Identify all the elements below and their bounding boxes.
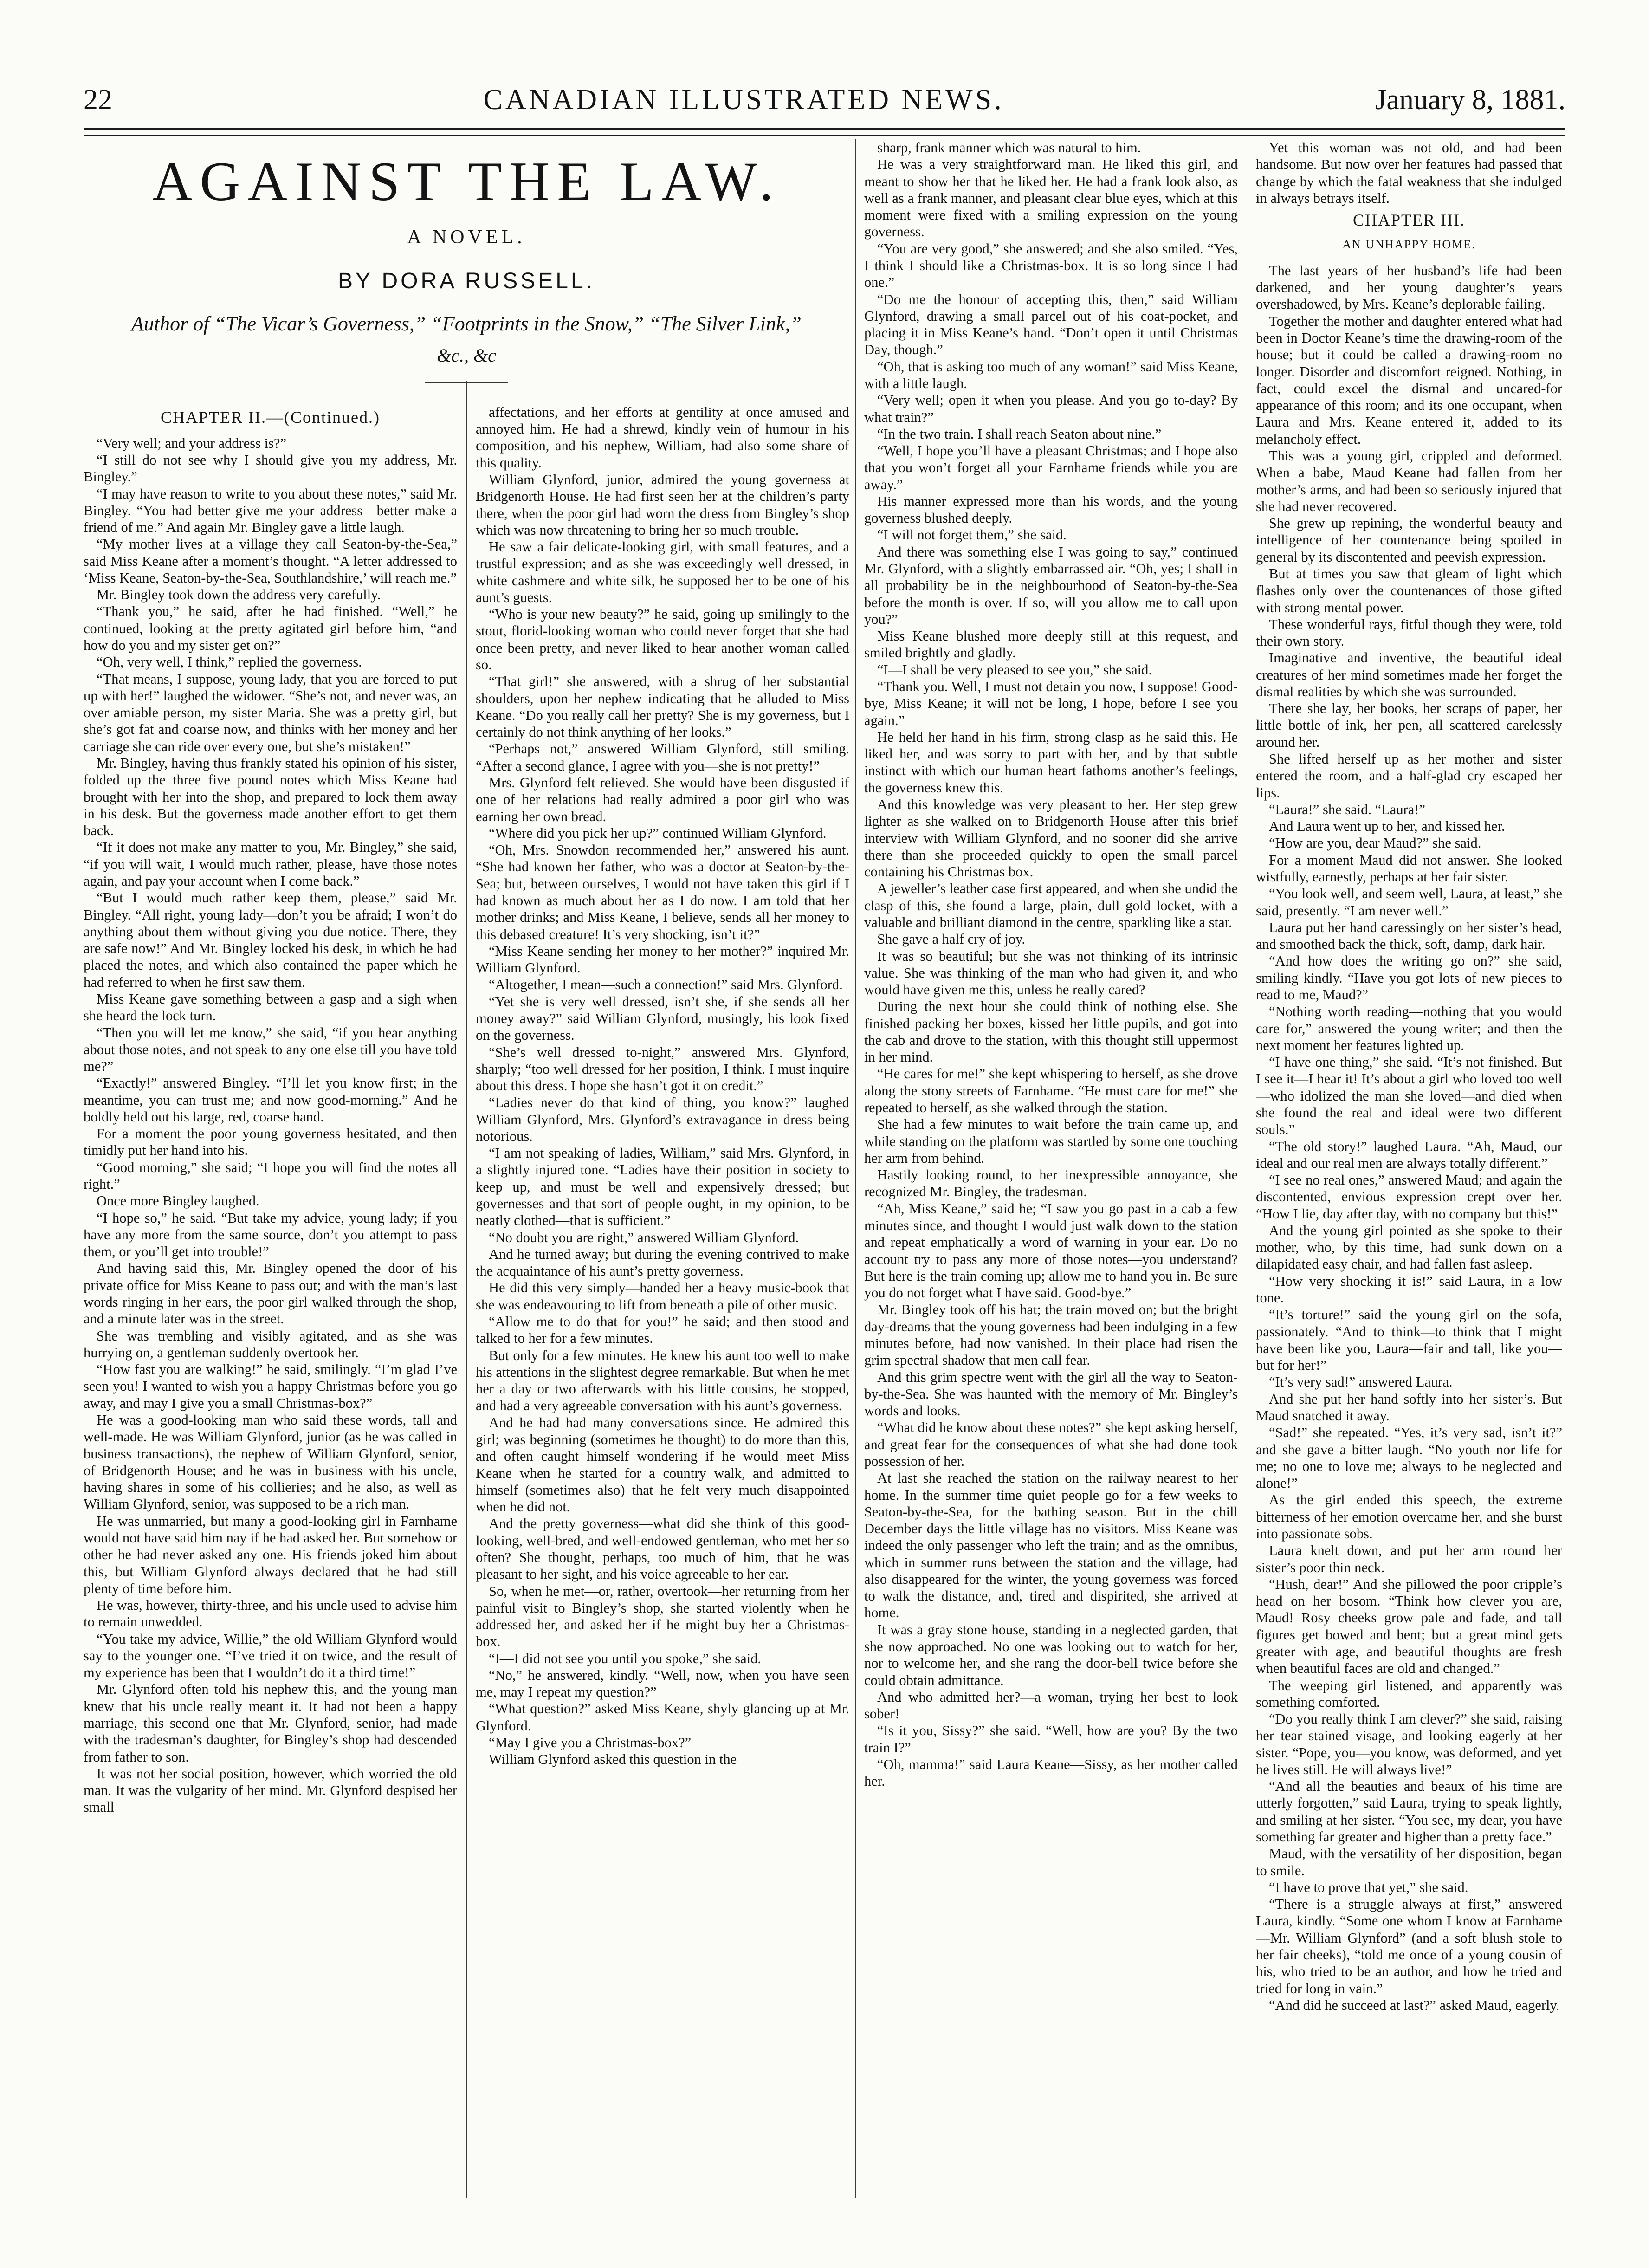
paragraph: “Sad!” she repeated. “Yes, it’s very sad, isn’t it?” and she gave a bitter laugh. “No youth nor life for me; no one to love me; always to be neglected and alone!” [1256,1425,1562,1491]
paragraph: Yet this woman was not old, and had been handsome. But now over her features had passed that change by which the fatal weakness that she indulged in always betrays itself. [1256,140,1562,206]
paragraph: “Ah, Miss Keane,” said he; “I saw you go past in a cab a few minutes since, and thought I would just walk down to the station and repeat emphatically a word of warning in your ear. Do no account try to pass any more of those notes—you understand? But here is the train coming up; allow me to hand you in. Be sure you do not forget what I have said. Good-bye.” [864,1200,1238,1301]
paragraph: “I will not forget them,” she said. [877,527,1067,543]
paragraph: As the girl ended this speech, the extreme bitterness of her emotion overcame her, and she burst into passionate sobs. [1256,1492,1562,1542]
column-3 [864,139,1238,2198]
paragraph: Mr. Bingley took down the address very carefully. [97,587,381,603]
paragraph: Miss Keane blushed more deeply still at this request, and smiled brightly and gladly. [864,628,1238,661]
paragraph: It was so beautiful; but she was not thinking of its intrinsic value. She was thinking of the man who had given it, and who would have given me this, unless he really cared? [864,948,1238,998]
paragraph: “I—I shall be very pleased to see you,” she said. [877,661,1152,678]
paragraph: “Hush, dear!” And she pillowed the poor cripple’s head on her bosom. “Think how clever you are, Maud! Rosy cheeks grow pale and fade, and tall figures get bowed and bent; but a great mind gets greater with age, and beautiful thoughts are fresh when beautiful faces are old and changed.” [1256,1576,1562,1677]
paragraph: “Then you will let me know,” she said, “if you hear anything about those notes, and not speak to any one else till you have told me?” [84,1024,457,1075]
paragraph: “It’s torture!” said the young girl on the sofa, passionately. “And to think—to think that I might have been like you, Laura—fair and tall, like you—but for her!” [1256,1307,1562,1374]
paragraph: “Perhaps not,” answered William Glynford, still smiling. “After a second glance, I agree with you—she is not pretty!” [476,741,849,774]
paragraph: And this grim spectre went with the girl all the way to Seaton-by-the-Sea. She was haunted with the memory of Mr. Bingley’s words and looks. [864,1369,1238,1419]
paragraph: Imaginative and inventive, the beautiful ideal creatures of her mind sometimes made her forget the dismal realities by which she was surrounded. [1256,650,1562,700]
paragraph: Mr. Glynford often told his nephew this, and the young man knew that his uncle really meant it. It had not been a happy marriage, this second one that Mr. Glynford, senior, had made with the tradesman’s daughter, for Bingley’s shop had descended from father to son. [84,1681,457,1765]
paragraph: “Altogether, I mean—such a connection!” said Mrs. Glynford. [489,977,843,993]
chapter-2-heading: CHAPTER II.—(Continued.) [161,408,380,427]
paragraph: Laura knelt down, and put her arm round her sister’s poor thin neck. [1256,1542,1562,1575]
story-author-note: Author of “The Vicar’s Governess,” “Footprints in the Snow,” “The Silver Link,” [131,312,802,335]
paragraph: There she lay, her books, her scraps of paper, her little bottle of ink, her pen, all scattered carelessly around her. [1256,700,1562,750]
header-rule [84,128,1565,136]
paragraph: These wonderful rays, fitful though they were, told their own story. [1256,616,1562,649]
paragraph: For a moment Maud did not answer. She looked wistfully, earnestly, perhaps at her fair sister. [1256,852,1562,885]
paragraph: During the next hour she could think of nothing else. She finished packing her boxes, kissed her little pupils, and got into the cab and drove to the station, with this thought still uppermost in her mind. [864,998,1238,1065]
paragraph: “How are you, dear Maud?” she said. [1269,835,1481,851]
paragraph: “That means, I suppose, young lady, that you are forced to put up with her!” laughed the widower. “She’s not, and never was, an over amiable person, my sister Maria. She was a pretty girl, but she’s got fat and coarse now, and thinks with her money and her carriage she can ride over every one, but she’s mistaken!” [84,671,457,754]
paragraph: She gave a half cry of joy. [877,931,1025,947]
paragraph: “You take my advice, Willie,” the old William Glynford would say to the younger one. “I’ve tried it on twice, and the result of my experience has been that I wouldn’t do it a third time!” [84,1631,457,1681]
paragraph: “How very shocking it is!” said Laura, in a low tone. [1256,1273,1562,1306]
story-byline: BY DORA RUSSELL. [338,268,595,293]
paragraph: And Laura went up to her, and kissed her. [1269,818,1505,835]
paragraph: And the pretty governess—what did she think of this good-looking, well-bred, and well-endowed gentleman, who met her so often? She thought, perhaps, too much of him, that he was pleasant to her sight, and his voice agreeable to her ear. [476,1516,849,1582]
paragraph: She had a few minutes to wait before the train came up, and while standing on the platform was startled by some one touching her arm from behind. [864,1116,1238,1166]
paragraph: His manner expressed more than his words, and the young governess blushed deeply. [864,493,1238,526]
paragraph: “Ladies never do that kind of thing, you know?” laughed William Glynford, Mrs. Glynford’s extravagance in dress being notorious. [476,1095,849,1144]
paragraph: “Miss Keane sending her money to her mother?” inquired Mr. William Glynford. [476,943,849,976]
paragraph: “Do me the honour of accepting this, then,” said William Glynford, drawing a small parcel out of his coat-pocket, and placing it in Miss Keane’s hand. “Don’t open it until Christmas Day, though.” [864,291,1238,358]
paragraph: affectations, and her efforts at gentility at once amused and annoyed him. He had a shrewd, kindly vein of humour in his composition, and his nephew, William, had also some share of this quality. [476,404,849,471]
paragraph: Together the mother and daughter entered what had been in Doctor Keane’s time the drawing-room of the house; but it could be called a drawing-room no longer. Disorder and discomfort reigned. Nothing, in fact, could excel the dismal and uncared-for appearance of this room; and its one occupant, when Laura and Mrs. Keane entered it, added to its melancholy effect. [1256,313,1562,447]
story-author-etc: &c., &c [437,345,496,366]
paragraph: She grew up repining, the wonderful beauty and intelligence of her countenance being spoiled in general by its discontented and peevish expression. [1256,515,1562,565]
paragraph: He was a good-looking man who said these words, tall and well-made. He was William Glynford, junior (as he was called in business transactions), the nephew of William Glynford, senior, of Bridgenorth House; and he was in business with his uncle, having shares in some of his collieries; and he also, as well as William Glynford, senior, was supposed to be a rich man. [84,1412,457,1512]
paragraph: This was a young girl, crippled and deformed. When a babe, Maud Keane had fallen from her mother’s arms, and had been so seriously injured that she had never recovered. [1256,447,1562,514]
paragraph: And he turned away; but during the evening contrived to make the acquaintance of his aunt’s pretty governess. [476,1246,849,1279]
paragraph: “What did he know about these notes?” she kept asking herself, and great fear for the consequences of what she had done took possession of her. [864,1419,1238,1469]
story-subtitle: A NOVEL. [407,226,526,248]
paragraph: “Yet she is very well dressed, isn’t she, if she sends all her money away?” said William Glynford, musingly, his look fixed on the governess. [476,993,849,1043]
paragraph: “I have to prove that yet,” she said. [1269,1879,1468,1895]
paragraph: “Laura!” she said. “Laura!” [1269,801,1425,817]
paragraph: “I hope so,” he said. “But take my advice, young lady; if you have any more from the same source, don’t you attempt to pass them, or you’ll get into trouble!” [84,1210,457,1260]
paragraph: “Good morning,” she said; “I hope you will find the notes all right.” [84,1159,457,1192]
paragraph: “And did he succeed at last?” asked Maud, eagerly. [1269,1997,1560,2013]
paragraph: And who admitted her?—a woman, trying her best to look sober! [864,1689,1238,1722]
chapter-3-heading: CHAPTER III. [1353,211,1465,230]
chapter-3-subheading: AN UNHAPPY HOME. [1342,237,1476,251]
story-title: AGAINST THE LAW. [152,150,781,212]
page-number: 22 [84,84,112,116]
paragraph: “I—I did not see you until you spoke,” she said. [489,1650,762,1666]
paragraph: “Thank you,” he said, after he had finished. “Well,” he continued, looking at the pretty agitated girl before him, “and how do you and my sister get on?” [84,603,457,654]
paragraph: “If it does not make any matter to you, Mr. Bingley,” she said, “if you will wait, I would much rather, please, have those notes again, and pay your account when I come back.” [84,839,457,889]
paragraph: “How fast you are walking!” he said, smilingly. “I’m glad I’ve seen you! I wanted to wish you a happy Christmas before you go away, and may I give you a small Christmas-box?” [84,1361,457,1411]
paragraph: At last she reached the station on the railway nearest to her home. In the summer time quiet people go for a few weeks to Seaton-by-the-Sea, for the bathing season. But in the chill December days the little village has no visitors. Miss Keane was indeed the only passenger who left the train; and as the omnibus, which in summer runs between the station and the village, had also disappeared for the winter, the young governess was forced to walk the distance, and, tired and dispirited, she arrived at home. [864,1470,1238,1621]
paragraph: William Glynford, junior, admired the young governess at Bridgenorth House. He had first seen her at the children’s party there, when the poor girl had worn the dress from Bingley’s shop which was now threatening to bring her so much trouble. [476,471,849,538]
paragraph: And this knowledge was very pleasant to her. Her step grew lighter as she walked on to Bridgenorth House after this brief interview with William Glynford, and no sooner did she arrive there than she proceeded quickly to open the small parcel containing his Christmas box. [864,796,1238,880]
paragraph: “What question?” asked Miss Keane, shyly glancing up at Mr. Glynford. [476,1701,849,1734]
paragraph: And having said this, Mr. Bingley opened the door of his private office for Miss Keane to pass out; and with the man’s last words ringing in her ears, the poor girl walked through the shop, and a minute later was in the street. [84,1260,457,1327]
paragraph: “And all the beauties and beaux of his time are utterly forgotten,” said Laura, trying to speak lightly, and smiling at her sister. “You see, my dear, you have something far greater and higher than a pretty face.” [1256,1778,1562,1845]
paragraph: And he had had many conversations since. He admired this girl; was beginning (sometimes he thought) to do more than this, and often caught himself wondering if he would meet Miss Keane when he started for a country walk, and admitted to himself (sometimes also) that he felt very much disappointed when he did not. [476,1414,849,1515]
paragraph: “But I would much rather keep them, please,” said Mr. Bingley. “All right, young lady—don’t you be afraid; I won’t do anything about them without giving you due notice. There, they are safe now!” And Mr. Bingley locked his desk, in which he had placed the notes, and which also contained the paper which he had referred to when he first saw them. [84,890,457,990]
column-rule [855,139,856,2198]
paragraph: “Is it you, Sissy?” she said. “Well, how are you? By the two train I?” [864,1723,1238,1756]
paragraph: “Do you really think I am clever?” she said, raising her tear stained visage, and looking eagerly at her sister. “Pope, you—you know, was deformed, and yet he lives still. He will always live!” [1256,1711,1562,1777]
paragraph: He held her hand in his firm, strong clasp as he said this. He liked her, and was sorry to part with her, and by that subtle instinct with which our human heart fathoms another’s feelings, the governess knew this. [864,729,1238,796]
paragraph: “It’s very sad!” answered Laura. [1269,1374,1453,1390]
paragraph: The last years of her husband’s life had been darkened, and her young daughter’s years overshadowed, by Mrs. Keane’s deplorable failing. [1256,262,1562,312]
paragraph: “Very well; and your address is?” [97,435,287,451]
paragraph: “There is a struggle always at first,” answered Laura, kindly. “Some one whom I know at Farnhame—Mr. William Glynford” (and a soft blush stole to her fair cheeks), “told me once of a young cousin of his, who tried to be an author, and how he tried and tried for long in vain.” [1256,1896,1562,1996]
paragraph: “My mother lives at a village they call Seaton-by-the-Sea,” said Miss Keane after a moment’s thought. “A letter addressed to ‘Miss Keane, Seaton-by-the-Sea, Southlandshire,’ will reach me.” [84,536,457,586]
paragraph: Mrs. Glynford felt relieved. She would have been disgusted if one of her relations had really admired a poor girl who was earning her own bread. [476,775,849,824]
page-header [84,74,1565,125]
paragraph: He did this very simply—handed her a heavy music-book that she was endeavouring to lift from beneath a pile of other music. [476,1280,849,1313]
paragraph: “That girl!” she answered, with a shrug of her substantial shoulders, upon her nephew indicating that he alluded to Miss Keane. “Do you really call her pretty? She is my governess, but I certainly do not think anything of her looks.” [476,674,849,740]
paragraph: “Exactly!” answered Bingley. “I’ll let you know first; in the meantime, you can trust me; and now good-morning.” And he boldly held out his large, red, coarse hand. [84,1075,457,1125]
paragraph: “Allow me to do that for you!” he said; and then stood and talked to her for a few minutes. [476,1314,849,1347]
paragraph: Once more Bingley laughed. [97,1193,259,1209]
paragraph: Maud, with the versatility of her disposition, began to smile. [1256,1846,1562,1879]
issue-date: January 8, 1881. [1375,84,1565,116]
paragraph: It was a gray stone house, standing in a neglected garden, that she now approached. No one was looking out to watch for her, nor to welcome her, and she rang the door-bell twice before she could obtain admittance. [864,1621,1238,1688]
paragraph: “Very well; open it when you please. And you go to-day? By what train?” [864,392,1238,425]
paragraph: It was not her social position, however, which worried the old man. It was the vulgarity of her mind. Mr. Glynford despised her small [84,1765,457,1815]
column-4 [1256,139,1562,2198]
paragraph: William Glynford asked this question in the [489,1751,737,1768]
paragraph: And there was something else I was going to say,” continued Mr. Glynford, with a slightly embarrassed air. “Oh, yes; I shall in all probability be in the neighbourhood of Seaton-by-the-Sea before the month is over. If so, will you allow me to call upon you?” [864,544,1238,627]
paragraph: But only for a few minutes. He knew his aunt too well to make his attentions in the slightest degree remarkable. But when he met her a day or two afterwards with his little cousins, he stopped, and had a very agreeable conversation with his aunt’s governess. [476,1347,849,1414]
paragraph: The weeping girl listened, and apparently was something comforted. [1256,1677,1562,1710]
paragraph: So, when he met—or, rather, overtook—her returning from her painful visit to Bingley’s shop, she started violently when he addressed her, and asked her if he might buy her a Christmas-box. [476,1583,849,1650]
column-2 [476,404,849,1816]
paragraph: “In the two train. I shall reach Seaton about nine.” [877,426,1162,442]
paragraph: “Well, I hope you’ll have a pleasant Christmas; and I hope also that you won’t forget all your Farnhame friends while you are away.” [864,443,1238,492]
paragraph: A jeweller’s leather case first appeared, and when she undid the clasp of this, she found a large, plain, dull gold locket, with a valuable and brilliant diamond in the centre, sparkling like a star. [864,881,1238,930]
paragraph: “I have one thing,” she said. “It’s not finished. But I see it—I hear it! It’s about a girl who loved too well—who idolized the man she loved—and died when she found the real and ideal were two different souls.” [1256,1054,1562,1138]
paragraph: And she put her hand softly into her sister’s. But Maud snatched it away. [1256,1391,1562,1424]
paragraph: “Oh, mamma!” said Laura Keane—Sissy, as her mother called her. [864,1756,1238,1789]
paragraph: “The old story!” laughed Laura. “Ah, Maud, our ideal and our real men are always totally different.” [1256,1138,1562,1171]
paragraph: And the young girl pointed as she spoke to their mother, who, by this time, had sunk down on a dilapidated easy chair, and had fallen fast asleep. [1256,1222,1562,1272]
publication-title: CANADIAN ILLUSTRATED NEWS. [483,84,1004,116]
paragraph: “And how does the writing go on?” she said, smiling kindly. “Have you got lots of new pieces to read to me, Maud?” [1256,953,1562,1003]
paragraph: Miss Keane gave something between a gasp and a sigh when she heard the lock turn. [84,991,457,1024]
paragraph: Hastily looking round, to her inexpressible annoyance, she recognized Mr. Bingley, the tradesman. [864,1167,1238,1200]
paragraph: “May I give you a Christmas-box?” [489,1735,692,1751]
paragraph: She lifted herself up as her mother and sister entered the room, and a half-glad cry escaped her lips. [1256,751,1562,801]
paragraph: “Oh, Mrs. Snowdon recommended her,” answered his aunt. “She had known her father, who was a doctor at Seaton-by-the-Sea; but, between ourselves, I would not have taken this girl if I had known as much about her as I do now. I am told that her mother drinks; and Miss Keane, I believe, sends all her money to this debased creature! It’s very shocking, isn’t it?” [476,842,849,942]
paragraph: Mr. Bingley took off his hat; the train moved on; but the bright day-dreams that the young governess had been indulging in a few minutes before, had now vanished. In their place had risen the grim spectral shadow that men call fear. [864,1302,1238,1368]
paragraph: He was, however, thirty-three, and his uncle used to advise him to remain unwedded. [84,1597,457,1630]
paragraph: He was unmarried, but many a good-looking girl in Farnhame would not have said him nay if he had asked her. But somehow or other he had never asked any one. His friends joked him about this, but William Glynford always declared that he had still plenty of time before him. [84,1513,457,1596]
paragraph: For a moment the poor young governess hesitated, and then timidly put her hand into his. [84,1126,457,1159]
paragraph: “I am not speaking of ladies, William,” said Mrs. Glynford, in a slightly injured tone. “Ladies have their position in society to keep up, and must be well and expensively dressed; but governesses and that sort of people ought, in my opinion, to be neatly clothed—that is sufficient.” [476,1145,849,1229]
paragraph: He saw a fair delicate-looking girl, with small features, and a trustful expression; and as she was exceedingly well dressed, in white cashmere and white silk, he supposed her to be one of his aunt’s guests. [476,539,849,605]
paragraph: “Who is your new beauty?” he said, going up smilingly to the stout, florid-looking woman who could never forget that she had once been pretty, and never liked to hear another woman called so. [476,606,849,673]
paragraph: “Oh, that is asking too much of any woman!” said Miss Keane, with a little laugh. [864,358,1238,391]
paragraph: But at times you saw that gleam of light which flashes only over the countenances of those gifted with strong mental power. [1256,565,1562,616]
paragraph: “Oh, very well, I think,” replied the governess. [97,654,362,670]
column-1 [84,404,457,1816]
paragraph: “Thank you. Well, I must not detain you now, I suppose! Good-bye, Miss Keane; it will not be long, I hope, before I see you again.” [864,679,1238,728]
paragraph: “I still do not see why I should give you my address, Mr. Bingley.” [84,452,457,485]
paragraph: “I may have reason to write to you about these notes,” said Mr. Bingley. “You had better give me your address—better make a friend of me.” And again Mr. Bingley gave a little laugh. [84,486,457,536]
paragraph: sharp, frank manner which was natural to him. [877,140,1141,156]
paragraph: Laura put her hand caressingly on her sister’s head, and smoothed back the thick, soft, damp, dark hair. [1256,919,1562,953]
paragraph: “No,” he answered, kindly. “Well, now, when you have seen me, may I repeat my question?” [476,1667,849,1700]
paragraph: He was a very straightforward man. He liked this girl, and meant to show her that he liked her. He had a frank look also, as well as a frank manner, and pleasant clear blue eyes, which at this moment were fixed with a smiling expression on the young governess. [864,156,1238,240]
paragraph: “Where did you pick her up?” continued William Glynford. [489,825,827,841]
paragraph: “He cares for me!” she kept whispering to herself, as she drove along the stony streets of Farnhame. “He must care for me!” she repeated to herself, as she walked through the station. [864,1066,1238,1116]
paragraph: “You are very good,” she answered; and she also smiled. “Yes, I think I should like a Christmas-box. It is so long since I had one.” [864,240,1238,291]
paragraph: She was trembling and visibly agitated, and as she was hurrying on, a gentleman suddenly overtook her. [84,1328,457,1361]
paragraph: “I see no real ones,” answered Maud; and again the discontented, envious expression crept over her. “How I lie, day after day, with no company but this!” [1256,1172,1562,1222]
paragraph: “Nothing worth reading—nothing that you would care for,” answered the young writer; and then the next moment her features lighted up. [1256,1004,1562,1053]
column-rule [466,381,467,2198]
paragraph: “She’s well dressed to-night,” answered Mrs. Glynford, sharply; “too well dressed for her position, I think. I must inquire about this dress. I hope she hasn’t got it on credit.” [476,1044,849,1094]
paragraph: “No doubt you are right,” answered William Glynford. [489,1229,799,1245]
paragraph: “You look well, and seem well, Laura, at least,” she said, presently. “I am never well.” [1256,886,1562,919]
paragraph: Mr. Bingley, having thus frankly stated his opinion of his sister, folded up the three five pound notes which Miss Keane had brought with her into the shop, and prepared to lock them away in his desk. But the governess made another effort to get them back. [84,755,457,839]
